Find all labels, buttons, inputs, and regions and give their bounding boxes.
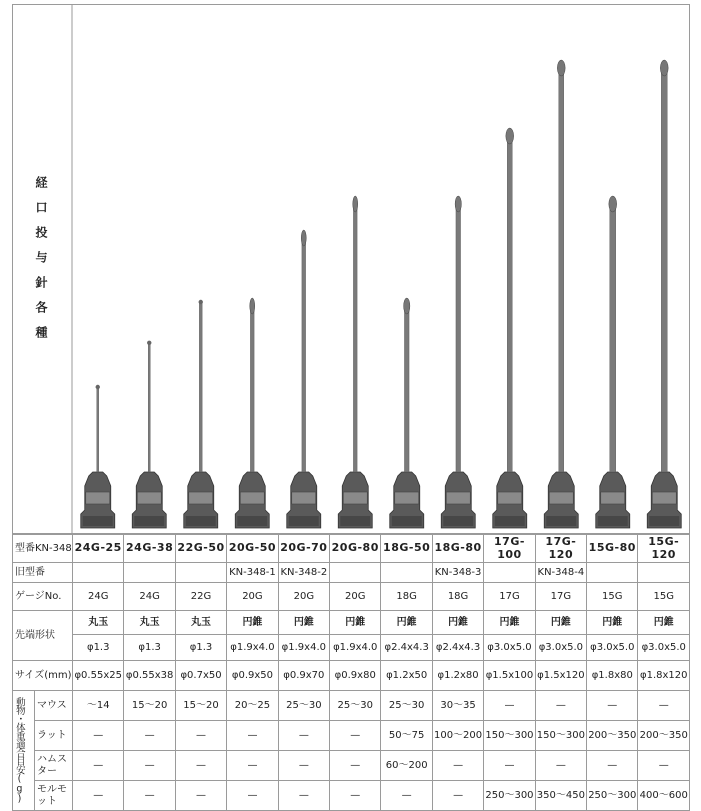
cell-guinea: — (227, 781, 278, 811)
cell-rat: — (330, 721, 381, 751)
needle-photos (12, 4, 690, 534)
cell-tip: 円錐 (278, 611, 329, 635)
cell-guinea: 250～300 (484, 781, 535, 811)
cell-gauge: 17G (535, 583, 586, 611)
cell-mouse: 30～35 (432, 691, 483, 721)
cell-mouse: — (587, 691, 638, 721)
cell-mouse: — (638, 691, 690, 721)
cell-rat: 200～350 (638, 721, 690, 751)
cell-gauge: 18G (432, 583, 483, 611)
cell-model: 20G-50 (227, 535, 278, 563)
cell-gauge: 20G (227, 583, 278, 611)
label-gauge: ゲージNo. (13, 583, 73, 611)
cell-tip: 円錐 (535, 611, 586, 635)
cell-gauge: 17G (484, 583, 535, 611)
cell-rat: — (175, 721, 226, 751)
cell-mouse: — (484, 691, 535, 721)
row-mouse (13, 691, 690, 721)
label-guinea-pig: モルモット (35, 781, 73, 811)
cell-gauge: 18G (381, 583, 432, 611)
cell-hamster: 60～200 (381, 751, 432, 781)
cell-rat: 200～350 (587, 721, 638, 751)
row-rat (13, 721, 690, 751)
label-mouse: マウス (35, 691, 73, 721)
cell-rat: 150～300 (484, 721, 535, 751)
spec-table (12, 534, 690, 811)
cell-hamster: — (330, 751, 381, 781)
cell-old (124, 563, 175, 583)
row-tip-size (13, 635, 690, 661)
cell-tip: 丸玉 (175, 611, 226, 635)
cell-old: KN-348-2 (278, 563, 329, 583)
cell-guinea: 350～450 (535, 781, 586, 811)
cell-guinea: — (73, 781, 124, 811)
cell-guinea: — (124, 781, 175, 811)
cell-rat: — (124, 721, 175, 751)
cell-tipsize: φ2.4x4.3 (432, 635, 483, 661)
cell-size: φ0.55x38 (124, 661, 175, 691)
cell-size: φ0.7x50 (175, 661, 226, 691)
cell-tip: 円錐 (381, 611, 432, 635)
cell-size: φ0.9x80 (330, 661, 381, 691)
cell-old (381, 563, 432, 583)
cell-size: φ1.5x100 (484, 661, 535, 691)
cell-size: φ1.2x50 (381, 661, 432, 691)
cell-gauge: 24G (124, 583, 175, 611)
cell-old (484, 563, 535, 583)
cell-model: 24G-25 (73, 535, 124, 563)
cell-model: 17G-100 (484, 535, 535, 563)
cell-hamster: — (432, 751, 483, 781)
section-title: 経口投与針各種 (34, 176, 48, 351)
row-size (13, 661, 690, 691)
cell-old (638, 563, 690, 583)
cell-size: φ1.8x120 (638, 661, 690, 691)
cell-hamster: — (587, 751, 638, 781)
cell-hamster: — (124, 751, 175, 781)
cell-rat: — (278, 721, 329, 751)
cell-hamster: — (175, 751, 226, 781)
cell-old (73, 563, 124, 583)
cell-mouse: 15～20 (124, 691, 175, 721)
cell-old (175, 563, 226, 583)
row-guinea-pig (13, 781, 690, 811)
cell-model: 22G-50 (175, 535, 226, 563)
cell-tip: 円錐 (330, 611, 381, 635)
cell-tip: 円錐 (484, 611, 535, 635)
cell-tipsize: φ2.4x4.3 (381, 635, 432, 661)
label-tip: 先端形状 (13, 611, 73, 661)
cell-size: φ0.9x50 (227, 661, 278, 691)
cell-tip: 円錐 (638, 611, 690, 635)
cell-hamster: — (638, 751, 690, 781)
cell-tipsize: φ1.3 (175, 635, 226, 661)
cell-tipsize: φ1.3 (73, 635, 124, 661)
cell-guinea: — (278, 781, 329, 811)
cell-mouse: 25～30 (278, 691, 329, 721)
cell-model: 20G-70 (278, 535, 329, 563)
cell-size: φ0.9x70 (278, 661, 329, 691)
cell-gauge: 20G (330, 583, 381, 611)
cell-tip: 円錐 (227, 611, 278, 635)
row-hamster (13, 751, 690, 781)
label-size: サイズ(mm) (13, 661, 73, 691)
cell-hamster: — (73, 751, 124, 781)
cell-tipsize: φ3.0x5.0 (535, 635, 586, 661)
cell-hamster: — (535, 751, 586, 781)
cell-model: 18G-80 (432, 535, 483, 563)
cell-tipsize: φ1.9x4.0 (278, 635, 329, 661)
cell-model: 24G-38 (124, 535, 175, 563)
cell-model: 15G-80 (587, 535, 638, 563)
cell-mouse: 15～20 (175, 691, 226, 721)
cell-hamster: — (278, 751, 329, 781)
cell-gauge: 15G (638, 583, 690, 611)
cell-guinea: 400～600 (638, 781, 690, 811)
cell-hamster: — (484, 751, 535, 781)
cell-tipsize: φ3.0x5.0 (484, 635, 535, 661)
row-tip-shape (13, 611, 690, 635)
cell-rat: 50～75 (381, 721, 432, 751)
cell-rat: 150～300 (535, 721, 586, 751)
cell-rat: 100～200 (432, 721, 483, 751)
cell-tipsize: φ1.3 (124, 635, 175, 661)
cell-tip: 円錐 (587, 611, 638, 635)
cell-old: KN-348-3 (432, 563, 483, 583)
cell-model: 20G-80 (330, 535, 381, 563)
cell-old (587, 563, 638, 583)
label-rat: ラット (35, 721, 73, 751)
cell-mouse: 20～25 (227, 691, 278, 721)
cell-tip: 丸玉 (73, 611, 124, 635)
cell-tip: 円錐 (432, 611, 483, 635)
cell-size: φ0.55x25 (73, 661, 124, 691)
cell-rat: — (227, 721, 278, 751)
cell-tip: 丸玉 (124, 611, 175, 635)
cell-model: 15G-120 (638, 535, 690, 563)
cell-mouse: 25～30 (330, 691, 381, 721)
cell-tipsize: φ1.9x4.0 (227, 635, 278, 661)
cell-guinea: — (330, 781, 381, 811)
cell-gauge: 15G (587, 583, 638, 611)
cell-tipsize: φ3.0x5.0 (638, 635, 690, 661)
needle-catalog-sheet (12, 4, 690, 808)
cell-gauge: 20G (278, 583, 329, 611)
cell-model: 18G-50 (381, 535, 432, 563)
row-gauge (13, 583, 690, 611)
photo-frame (13, 5, 690, 534)
cell-size: φ1.2x80 (432, 661, 483, 691)
cell-tipsize: φ1.9x4.0 (330, 635, 381, 661)
cell-old: KN-348-1 (227, 563, 278, 583)
label-old-model: 旧型番 (13, 563, 73, 583)
cell-guinea: — (432, 781, 483, 811)
cell-tipsize: φ3.0x5.0 (587, 635, 638, 661)
cell-guinea: — (381, 781, 432, 811)
cell-rat: — (73, 721, 124, 751)
row-old-model (13, 563, 690, 583)
cell-size: φ1.5x120 (535, 661, 586, 691)
cell-mouse: — (535, 691, 586, 721)
cell-guinea: — (175, 781, 226, 811)
label-model: 型番KN-348 (13, 535, 73, 563)
cell-hamster: — (227, 751, 278, 781)
row-model (13, 535, 690, 563)
cell-gauge: 24G (73, 583, 124, 611)
cell-old: KN-348-4 (535, 563, 586, 583)
cell-size: φ1.8x80 (587, 661, 638, 691)
cell-mouse: ～14 (73, 691, 124, 721)
cell-old (330, 563, 381, 583)
cell-gauge: 22G (175, 583, 226, 611)
label-animal-group: 動物・体重適合目安(g) (13, 691, 35, 811)
cell-guinea: 250～300 (587, 781, 638, 811)
cell-mouse: 25～30 (381, 691, 432, 721)
label-hamster: ハムスター (35, 751, 73, 781)
cell-model: 17G-120 (535, 535, 586, 563)
